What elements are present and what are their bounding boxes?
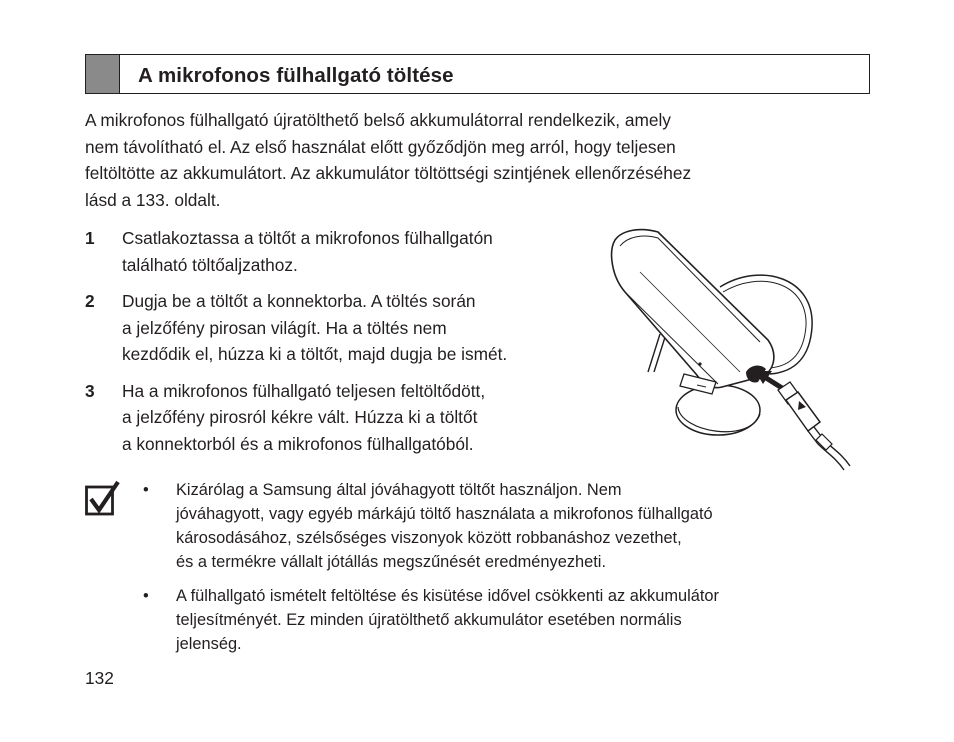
step-line: a konnektorból és a mikrofonos fülhallgatóból. [122, 433, 474, 454]
step-number: 2 [85, 291, 95, 311]
headset-charging-illustration [600, 222, 870, 472]
note-line: jóváhagyott, vagy egyéb márkájú töltő használata a mikrofonos fülhallgató [176, 505, 713, 523]
section-heading-box [85, 54, 870, 94]
intro-line: feltöltötte az akkumulátort. Az akkumulátor töltöttségi szintjének ellenőrzéséhez [85, 163, 692, 183]
intro-line: A mikrofonos fülhallgató újratölthető belső akkumulátorral rendelkezik, amely [85, 110, 671, 130]
intro-paragraph [85, 107, 875, 213]
step-line: a jelzőfény pirosról kékre vált. Húzza ki a töltőt [122, 407, 478, 427]
bullet-icon: • [143, 481, 149, 499]
step-line: található töltőaljzathoz. [122, 254, 298, 275]
page-number: 132 [85, 668, 114, 688]
step-1 [85, 225, 625, 278]
note-line: és a termékre vállalt jótállás megszűnését eredményezheti. [176, 553, 607, 571]
note-item [141, 478, 876, 574]
step-line: a jelzőfény pirosan világít. Ha a töltés nem [122, 317, 447, 338]
step-2 [85, 288, 625, 368]
checkmark-note-icon [85, 479, 121, 517]
step-line: kezdődik el, húzza ki a töltőt, majd dugja be ismét. [122, 344, 508, 364]
section-title: A mikrofonos fülhallgató töltése [138, 64, 454, 87]
note-line: A fülhallgató ismételt feltöltése és kisütése idővel csökkenti az akkumulátor [176, 587, 719, 605]
intro-line: lásd a 133. oldalt. [85, 189, 221, 210]
note-line: jelenség. [176, 635, 242, 653]
note-line: teljesítményét. Ez minden újratölthető akkumulátor esetében normális [176, 611, 682, 629]
note-item [141, 584, 876, 656]
note-line: károsodásához, szélsőséges viszonyok között robbanáshoz vezethet, [176, 529, 682, 547]
step-line: Dugja be a töltőt a konnektorba. A töltés során [122, 291, 476, 311]
heading-gray-tab [86, 55, 120, 93]
step-3 [85, 378, 625, 458]
bullet-icon: • [143, 587, 149, 605]
step-line: Csatlakoztassa a töltőt a mikrofonos fülhallgatón [122, 228, 493, 248]
step-line: Ha a mikrofonos fülhallgató teljesen feltöltődött, [122, 380, 486, 401]
steps-list [85, 225, 625, 467]
step-number: 1 [85, 228, 95, 248]
notes-list [141, 478, 876, 666]
step-number: 3 [85, 380, 95, 401]
intro-line: nem távolítható el. Az első használat előtt győződjön meg arról, hogy teljesen [85, 136, 676, 157]
note-line: Kizárólag a Samsung által jóváhagyott töltőt használjon. Nem [176, 481, 622, 499]
